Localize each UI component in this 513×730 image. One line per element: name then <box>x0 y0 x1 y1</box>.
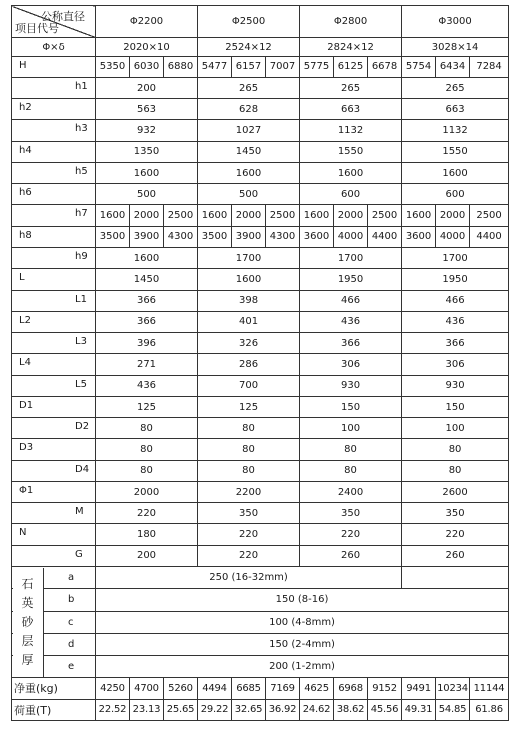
value-cell: 306 <box>300 354 402 375</box>
data-row <box>12 162 509 183</box>
value-cell: 200 <box>96 77 198 98</box>
weight-value: 32.65 <box>232 699 266 720</box>
weight-value: 25.65 <box>164 699 198 720</box>
corner-header-cell <box>12 6 96 38</box>
value-cell: 2000 <box>436 205 470 226</box>
value-cell: 1700 <box>300 248 402 269</box>
sand-category-char: 石 <box>21 576 34 591</box>
value-cell: 350 <box>198 503 300 524</box>
diameter-header: Φ2200 <box>96 6 198 38</box>
value-cell: 306 <box>402 354 509 375</box>
value-cell: 1027 <box>198 120 300 141</box>
weight-value: 6685 <box>232 678 266 699</box>
value-cell: 286 <box>198 354 300 375</box>
value-cell: 326 <box>198 333 300 354</box>
value-cell: 1600 <box>96 248 198 269</box>
data-row <box>12 545 509 566</box>
row-label: L1 <box>75 293 87 305</box>
value-cell: 1700 <box>198 248 300 269</box>
row-label: N <box>19 527 27 539</box>
value-cell: 3500 <box>198 226 232 247</box>
row-label-cell <box>12 56 96 77</box>
weight-value: 4494 <box>198 678 232 699</box>
sand-layer-row <box>12 633 509 655</box>
value-cell: 2500 <box>368 205 402 226</box>
weight-label: 荷重(T) <box>12 699 96 720</box>
weight-value: 29.22 <box>198 699 232 720</box>
data-row <box>12 226 509 247</box>
row-label: Φ1 <box>19 484 34 496</box>
value-cell: 366 <box>402 333 509 354</box>
shell-size: 3028×14 <box>402 38 509 56</box>
diameter-header: Φ2500 <box>198 6 300 38</box>
weight-row <box>12 678 509 699</box>
value-cell: 436 <box>300 311 402 332</box>
header-row-diameter <box>12 6 509 38</box>
value-cell: 1950 <box>402 269 509 290</box>
value-cell: 1550 <box>300 141 402 162</box>
value-cell: 4300 <box>266 226 300 247</box>
value-cell: 220 <box>198 545 300 566</box>
row-label-cell <box>12 439 96 460</box>
weight-value: 9491 <box>402 678 436 699</box>
value-cell: 1600 <box>300 205 334 226</box>
weight-value: 36.92 <box>266 699 300 720</box>
weight-value: 49.31 <box>402 699 436 720</box>
value-cell: 7007 <box>266 56 300 77</box>
value-cell: 271 <box>96 354 198 375</box>
weight-value: 61.86 <box>470 699 509 720</box>
value-cell: 366 <box>300 333 402 354</box>
value-cell: 932 <box>96 120 198 141</box>
sand-category-char: 层 <box>21 633 34 648</box>
value-cell: 200 <box>96 545 198 566</box>
row-label-cell <box>12 375 96 396</box>
row-label: L5 <box>75 378 87 390</box>
row-label-cell <box>12 524 96 545</box>
sand-layer-label: c <box>68 616 74 628</box>
weight-value: 10234 <box>436 678 470 699</box>
value-cell: 4000 <box>436 226 470 247</box>
value-cell: 220 <box>300 524 402 545</box>
row-label-cell <box>12 141 96 162</box>
row-label-cell <box>12 418 96 439</box>
shell-size: 2524×12 <box>198 38 300 56</box>
row-label: D3 <box>19 442 34 454</box>
data-row <box>12 375 509 396</box>
value-cell: 180 <box>96 524 198 545</box>
value-cell: 80 <box>198 418 300 439</box>
weight-value: 4700 <box>130 678 164 699</box>
row-label: L2 <box>19 314 31 326</box>
weight-value: 38.62 <box>334 699 368 720</box>
sand-category-char: 厚 <box>21 652 34 667</box>
value-cell: 2500 <box>164 205 198 226</box>
value-cell: 1600 <box>402 162 509 183</box>
value-cell: 3900 <box>130 226 164 247</box>
value-cell: 1600 <box>198 205 232 226</box>
row-label: L3 <box>75 336 87 348</box>
value-cell: 2000 <box>96 481 198 502</box>
row-label: h4 <box>19 144 32 156</box>
value-cell: 2200 <box>198 481 300 502</box>
value-cell: 930 <box>402 375 509 396</box>
weight-value: 23.13 <box>130 699 164 720</box>
value-cell: 366 <box>96 311 198 332</box>
data-row <box>12 141 509 162</box>
value-cell: 6157 <box>232 56 266 77</box>
value-cell: 80 <box>300 439 402 460</box>
value-cell: 1600 <box>96 162 198 183</box>
weight-value: 45.56 <box>368 699 402 720</box>
data-row <box>12 205 509 226</box>
data-row <box>12 248 509 269</box>
value-cell: 4400 <box>470 226 509 247</box>
sand-layer-label: a <box>68 572 75 584</box>
row-label-cell <box>12 460 96 481</box>
value-cell: 1550 <box>402 141 509 162</box>
value-cell: 436 <box>402 311 509 332</box>
row-label-cell <box>12 545 96 566</box>
value-cell: 396 <box>96 333 198 354</box>
value-cell: 3600 <box>402 226 436 247</box>
value-cell: 2500 <box>266 205 300 226</box>
value-cell: 80 <box>300 460 402 481</box>
value-cell: 366 <box>96 290 198 311</box>
value-cell: 6030 <box>130 56 164 77</box>
data-row <box>12 77 509 98</box>
value-cell: 80 <box>198 460 300 481</box>
value-cell: 2500 <box>470 205 509 226</box>
row-label-cell <box>12 503 96 524</box>
value-cell: 3500 <box>96 226 130 247</box>
value-cell: 265 <box>402 77 509 98</box>
value-cell: 80 <box>402 460 509 481</box>
weight-value: 4625 <box>300 678 334 699</box>
value-cell: 663 <box>402 99 509 120</box>
row-label-cell <box>12 333 96 354</box>
sand-layer-value: 100 (4-8mm) <box>96 611 509 633</box>
value-cell: 125 <box>198 396 300 417</box>
value-cell: 2400 <box>300 481 402 502</box>
row-label: h1 <box>75 80 88 92</box>
specification-table <box>11 5 509 721</box>
weight-value: 4250 <box>96 678 130 699</box>
value-cell: 5350 <box>96 56 130 77</box>
row-label-cell <box>12 396 96 417</box>
value-cell: 150 <box>300 396 402 417</box>
row-label-cell <box>12 184 96 205</box>
value-cell: 2000 <box>130 205 164 226</box>
value-cell: 930 <box>300 375 402 396</box>
data-row <box>12 290 509 311</box>
value-cell: 80 <box>402 439 509 460</box>
value-cell: 2000 <box>334 205 368 226</box>
weight-value: 6968 <box>334 678 368 699</box>
value-cell: 600 <box>402 184 509 205</box>
data-row <box>12 460 509 481</box>
weight-row <box>12 699 509 720</box>
row-label: h8 <box>19 229 32 241</box>
row-label: h9 <box>75 251 88 263</box>
row-label: D1 <box>19 399 34 411</box>
row-label-cell <box>12 226 96 247</box>
header-row-shell <box>12 38 509 56</box>
weight-value: 5260 <box>164 678 198 699</box>
row-label: D4 <box>75 463 90 475</box>
sand-layer-value: 200 (1-2mm) <box>96 656 509 678</box>
data-row <box>12 396 509 417</box>
value-cell: 1132 <box>402 120 509 141</box>
row-label: H <box>19 59 27 71</box>
sand-layer-label: b <box>68 594 75 606</box>
shell-size: 2824×12 <box>300 38 402 56</box>
row-label: D2 <box>75 421 90 433</box>
data-row <box>12 311 509 332</box>
value-cell: 7284 <box>470 56 509 77</box>
value-cell: 563 <box>96 99 198 120</box>
sand-layer-row <box>12 656 509 678</box>
weight-value: 24.62 <box>300 699 334 720</box>
row-label: L4 <box>19 357 31 369</box>
value-cell: 1132 <box>300 120 402 141</box>
value-cell: 80 <box>96 439 198 460</box>
value-cell: 436 <box>96 375 198 396</box>
value-cell: 260 <box>402 545 509 566</box>
row-label-cell <box>12 269 96 290</box>
value-cell: 265 <box>198 77 300 98</box>
value-cell: 1600 <box>198 269 300 290</box>
row-label-cell <box>12 248 96 269</box>
row-label: h7 <box>75 208 88 220</box>
sand-layer-value: 250 (16-32mm) <box>96 567 402 589</box>
row-label: M <box>75 506 84 518</box>
row-label: G <box>75 548 83 560</box>
value-cell: 2000 <box>232 205 266 226</box>
value-cell: 100 <box>300 418 402 439</box>
data-row <box>12 524 509 545</box>
data-row <box>12 354 509 375</box>
value-cell: 1600 <box>198 162 300 183</box>
sand-layer-row <box>12 567 509 589</box>
value-cell: 1600 <box>300 162 402 183</box>
weight-value: 9152 <box>368 678 402 699</box>
row-label: h5 <box>75 165 88 177</box>
value-cell: 6125 <box>334 56 368 77</box>
data-row <box>12 56 509 77</box>
row-label-cell <box>12 290 96 311</box>
row-label-cell <box>12 481 96 502</box>
value-cell: 4000 <box>334 226 368 247</box>
value-cell: 1600 <box>96 205 130 226</box>
value-cell: 1450 <box>96 269 198 290</box>
value-cell: 3900 <box>232 226 266 247</box>
row-label-cell <box>12 120 96 141</box>
nominal-diameter-label: 公称直径 <box>41 10 85 23</box>
value-cell: 500 <box>198 184 300 205</box>
sand-layer-value: 150 (8-16) <box>96 589 509 611</box>
value-cell: 125 <box>96 396 198 417</box>
phi-delta-label: Φ×δ <box>12 38 96 56</box>
value-cell: 80 <box>96 418 198 439</box>
data-row <box>12 481 509 502</box>
row-label-cell <box>12 162 96 183</box>
diameter-header: Φ3000 <box>402 6 509 38</box>
value-cell: 466 <box>402 290 509 311</box>
value-cell: 5754 <box>402 56 436 77</box>
value-cell: 6678 <box>368 56 402 77</box>
sand-layer-row <box>12 589 509 611</box>
value-cell: 220 <box>198 524 300 545</box>
value-cell: 260 <box>300 545 402 566</box>
value-cell: 1700 <box>402 248 509 269</box>
value-cell: 5477 <box>198 56 232 77</box>
value-cell: 4400 <box>368 226 402 247</box>
diameter-header: Φ2800 <box>300 6 402 38</box>
row-label-cell <box>12 99 96 120</box>
shell-size: 2020×10 <box>96 38 198 56</box>
data-row <box>12 99 509 120</box>
sand-layer-row <box>12 611 509 633</box>
weight-value: 11144 <box>470 678 509 699</box>
data-row <box>12 503 509 524</box>
value-cell: 6434 <box>436 56 470 77</box>
value-cell: 6880 <box>164 56 198 77</box>
value-cell: 1950 <box>300 269 402 290</box>
value-cell: 5775 <box>300 56 334 77</box>
weight-value: 22.52 <box>96 699 130 720</box>
weight-value: 54.85 <box>436 699 470 720</box>
value-cell: 500 <box>96 184 198 205</box>
data-row <box>12 439 509 460</box>
data-row <box>12 418 509 439</box>
value-cell: 401 <box>198 311 300 332</box>
value-cell: 80 <box>198 439 300 460</box>
value-cell: 350 <box>300 503 402 524</box>
sand-layer-label: d <box>68 638 75 650</box>
value-cell: 1450 <box>198 141 300 162</box>
sand-layer-value: 150 (2-4mm) <box>96 633 509 655</box>
value-cell: 398 <box>198 290 300 311</box>
value-cell: 220 <box>402 524 509 545</box>
sand-layer-empty <box>402 567 509 589</box>
sand-category-char: 英 <box>21 595 34 610</box>
value-cell: 220 <box>96 503 198 524</box>
row-label: h6 <box>19 187 32 199</box>
row-label: h2 <box>19 102 32 114</box>
value-cell: 663 <box>300 99 402 120</box>
value-cell: 350 <box>402 503 509 524</box>
data-row <box>12 120 509 141</box>
value-cell: 1600 <box>402 205 436 226</box>
row-label-cell <box>12 354 96 375</box>
value-cell: 80 <box>96 460 198 481</box>
value-cell: 265 <box>300 77 402 98</box>
sand-layer-label: e <box>68 661 75 673</box>
value-cell: 100 <box>402 418 509 439</box>
value-cell: 2600 <box>402 481 509 502</box>
sand-category-char: 砂 <box>21 614 34 629</box>
sand-layer-category <box>13 568 44 677</box>
row-label-cell <box>12 77 96 98</box>
value-cell: 628 <box>198 99 300 120</box>
value-cell: 4300 <box>164 226 198 247</box>
row-label: L <box>19 272 25 284</box>
value-cell: 700 <box>198 375 300 396</box>
value-cell: 600 <box>300 184 402 205</box>
value-cell: 150 <box>402 396 509 417</box>
item-code-label: 项目代号 <box>15 22 59 36</box>
data-row <box>12 333 509 354</box>
row-label-cell <box>12 205 96 226</box>
weight-label: 净重(kg) <box>12 678 96 699</box>
value-cell: 466 <box>300 290 402 311</box>
row-label-cell <box>12 311 96 332</box>
data-row <box>12 269 509 290</box>
weight-value: 7169 <box>266 678 300 699</box>
value-cell: 3600 <box>300 226 334 247</box>
data-row <box>12 184 509 205</box>
value-cell: 1350 <box>96 141 198 162</box>
row-label: h3 <box>75 123 88 135</box>
